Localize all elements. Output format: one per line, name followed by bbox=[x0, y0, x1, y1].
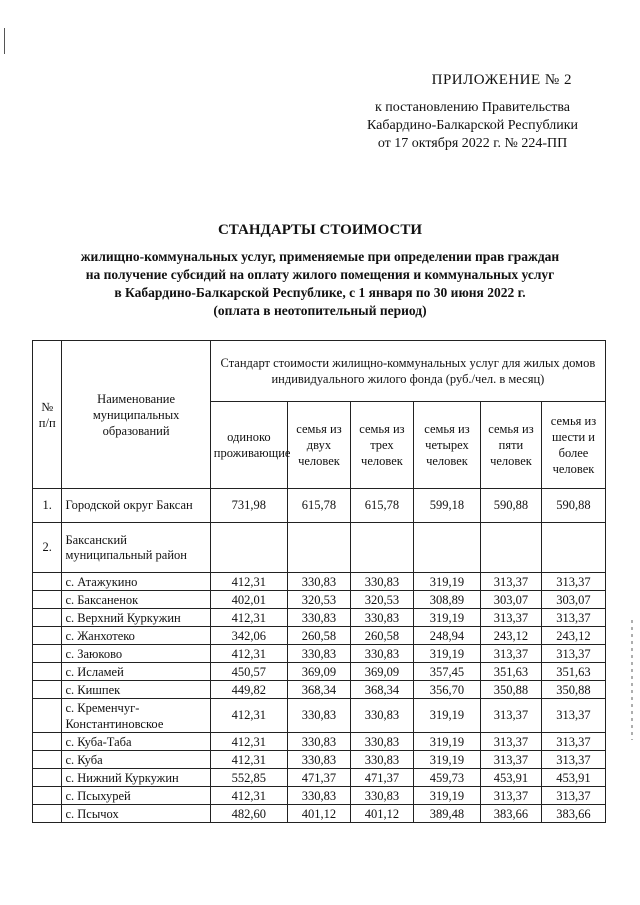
row-value: 459,73 bbox=[413, 769, 480, 787]
row-value bbox=[287, 523, 350, 573]
header-col-3: семья из трех человек bbox=[350, 402, 413, 489]
row-value: 313,37 bbox=[541, 645, 605, 663]
row-value: 313,37 bbox=[480, 699, 541, 733]
appendix-block bbox=[367, 72, 578, 153]
row-value: 615,78 bbox=[350, 489, 413, 523]
row-value: 369,09 bbox=[287, 663, 350, 681]
appendix-title: ПРИЛОЖЕНИЕ № 2 bbox=[431, 72, 572, 88]
row-value: 389,48 bbox=[413, 805, 480, 823]
appendix-line: Кабардино-Балкарской Республики bbox=[367, 118, 578, 133]
row-value: 412,31 bbox=[210, 733, 287, 751]
row-value: 313,37 bbox=[480, 573, 541, 591]
row-value: 590,88 bbox=[541, 489, 605, 523]
row-value: 319,19 bbox=[413, 645, 480, 663]
row-value: 313,37 bbox=[480, 751, 541, 769]
row-value: 356,70 bbox=[413, 681, 480, 699]
subtitle-line: в Кабардино-Балкарской Республике, с 1 января по 30 июня 2022 г. bbox=[114, 285, 526, 300]
row-value: 412,31 bbox=[210, 645, 287, 663]
row-value: 330,83 bbox=[350, 787, 413, 805]
row-num bbox=[33, 769, 62, 787]
header-col-1: одиноко проживающие bbox=[210, 402, 287, 489]
row-value: 313,37 bbox=[541, 733, 605, 751]
row-value bbox=[480, 523, 541, 573]
table-row bbox=[33, 733, 606, 751]
row-num bbox=[33, 663, 62, 681]
table-row bbox=[33, 805, 606, 823]
row-value bbox=[210, 523, 287, 573]
row-value: 453,91 bbox=[541, 769, 605, 787]
row-value: 330,83 bbox=[287, 751, 350, 769]
subtitle-line: на получение субсидий на оплату жилого помещения и коммунальных услуг bbox=[85, 267, 555, 282]
row-name: с. Жанхотеко bbox=[62, 627, 210, 645]
appendix-line: от 17 октября 2022 г. № 224-ПП bbox=[377, 136, 568, 151]
row-value: 412,31 bbox=[210, 787, 287, 805]
row-value: 313,37 bbox=[541, 609, 605, 627]
row-name: Городской округ Баксан bbox=[62, 489, 210, 523]
row-value: 482,60 bbox=[210, 805, 287, 823]
row-value: 350,88 bbox=[480, 681, 541, 699]
row-value: 383,66 bbox=[541, 805, 605, 823]
row-name: с. Верхний Куркужин bbox=[62, 609, 210, 627]
row-num bbox=[33, 627, 62, 645]
row-value: 319,19 bbox=[413, 699, 480, 733]
row-value: 319,19 bbox=[413, 787, 480, 805]
row-value: 313,37 bbox=[541, 573, 605, 591]
row-value: 552,85 bbox=[210, 769, 287, 787]
appendix-line: к постановлению Правительства bbox=[374, 100, 571, 115]
row-value: 357,45 bbox=[413, 663, 480, 681]
row-value: 330,83 bbox=[350, 699, 413, 733]
row-value: 330,83 bbox=[287, 699, 350, 733]
row-value: 319,19 bbox=[413, 609, 480, 627]
header-col-5: семья из пяти человек bbox=[480, 402, 541, 489]
document-title: СТАНДАРТЫ СТОИМОСТИ bbox=[217, 222, 423, 238]
row-value: 402,01 bbox=[210, 591, 287, 609]
table-row bbox=[33, 645, 606, 663]
row-value bbox=[413, 523, 480, 573]
table-row bbox=[33, 591, 606, 609]
header-col-4: семья из четырех человек bbox=[413, 402, 480, 489]
row-value: 330,83 bbox=[287, 573, 350, 591]
row-value: 412,31 bbox=[210, 609, 287, 627]
row-num bbox=[33, 645, 62, 663]
row-value: 320,53 bbox=[350, 591, 413, 609]
table-row bbox=[33, 609, 606, 627]
row-value: 330,83 bbox=[287, 609, 350, 627]
header-num: № п/п bbox=[33, 341, 62, 489]
row-num bbox=[33, 591, 62, 609]
row-value: 319,19 bbox=[413, 573, 480, 591]
row-value: 330,83 bbox=[287, 733, 350, 751]
row-value: 248,94 bbox=[413, 627, 480, 645]
table-body bbox=[33, 489, 606, 823]
table-row bbox=[33, 627, 606, 645]
table-row bbox=[33, 787, 606, 805]
table-row bbox=[33, 681, 606, 699]
header-col-2: семья из двух человек bbox=[287, 402, 350, 489]
row-value: 350,88 bbox=[541, 681, 605, 699]
row-value: 412,31 bbox=[210, 751, 287, 769]
header-name: Наименование муниципальных образований bbox=[62, 341, 210, 489]
row-value: 313,37 bbox=[480, 733, 541, 751]
row-value: 615,78 bbox=[287, 489, 350, 523]
row-name: с. Баксаненок bbox=[62, 591, 210, 609]
row-name: с. Куба-Таба bbox=[62, 733, 210, 751]
row-value: 330,83 bbox=[287, 787, 350, 805]
row-name: с. Псычох bbox=[62, 805, 210, 823]
row-value: 303,07 bbox=[480, 591, 541, 609]
subtitle-line: (оплата в неотопительный период) bbox=[213, 303, 427, 318]
row-value: 351,63 bbox=[480, 663, 541, 681]
row-name: с. Нижний Куркужин bbox=[62, 769, 210, 787]
row-num bbox=[33, 681, 62, 699]
row-num bbox=[33, 787, 62, 805]
row-value: 330,83 bbox=[350, 733, 413, 751]
table-row bbox=[33, 663, 606, 681]
row-name: с. Заюково bbox=[62, 645, 210, 663]
row-value: 313,37 bbox=[480, 609, 541, 627]
row-value: 319,19 bbox=[413, 751, 480, 769]
row-name: с. Куба bbox=[62, 751, 210, 769]
row-value: 260,58 bbox=[287, 627, 350, 645]
row-num: 1. bbox=[33, 489, 62, 523]
header-group: Стандарт стоимости жилищно-коммунальных услуг для жилых домов индивидуального жилого фонда (руб./чел. в месяц) bbox=[210, 341, 605, 402]
row-value: 313,37 bbox=[541, 787, 605, 805]
row-num bbox=[33, 733, 62, 751]
row-value: 313,37 bbox=[480, 787, 541, 805]
row-value: 319,19 bbox=[413, 733, 480, 751]
document-subtitle bbox=[30, 248, 610, 320]
row-value: 303,07 bbox=[541, 591, 605, 609]
table-row bbox=[33, 699, 606, 733]
header-col-6: семья из шести и более человек bbox=[541, 402, 605, 489]
row-value: 243,12 bbox=[541, 627, 605, 645]
row-value: 383,66 bbox=[480, 805, 541, 823]
row-num: 2. bbox=[33, 523, 62, 573]
row-value: 450,57 bbox=[210, 663, 287, 681]
table-row bbox=[33, 489, 606, 523]
subtitle-line: жилищно-коммунальных услуг, применяемые при определении прав граждан bbox=[80, 249, 560, 264]
row-value: 330,83 bbox=[350, 645, 413, 663]
row-value: 453,91 bbox=[480, 769, 541, 787]
standards-table bbox=[32, 340, 606, 823]
row-value: 471,37 bbox=[287, 769, 350, 787]
row-value: 369,09 bbox=[350, 663, 413, 681]
row-value: 243,12 bbox=[480, 627, 541, 645]
row-value: 330,83 bbox=[350, 751, 413, 769]
row-value bbox=[350, 523, 413, 573]
scan-artifact-left bbox=[4, 28, 5, 54]
row-value: 260,58 bbox=[350, 627, 413, 645]
row-value: 368,34 bbox=[287, 681, 350, 699]
table-row bbox=[33, 523, 606, 573]
row-value: 308,89 bbox=[413, 591, 480, 609]
row-value: 320,53 bbox=[287, 591, 350, 609]
row-value: 313,37 bbox=[480, 645, 541, 663]
row-name: с. Кременчуг-Константиновское bbox=[62, 699, 210, 733]
row-name: с. Псыхурей bbox=[62, 787, 210, 805]
row-value: 471,37 bbox=[350, 769, 413, 787]
row-value: 313,37 bbox=[541, 699, 605, 733]
row-value: 401,12 bbox=[287, 805, 350, 823]
row-name: с. Кишпек bbox=[62, 681, 210, 699]
row-num bbox=[33, 573, 62, 591]
row-value: 330,83 bbox=[350, 573, 413, 591]
row-num bbox=[33, 751, 62, 769]
row-value: 342,06 bbox=[210, 627, 287, 645]
row-value: 401,12 bbox=[350, 805, 413, 823]
row-name: с. Исламей bbox=[62, 663, 210, 681]
row-value: 351,63 bbox=[541, 663, 605, 681]
row-name: Баксанский муниципальный район bbox=[62, 523, 210, 573]
row-value: 412,31 bbox=[210, 699, 287, 733]
scan-artifact-right bbox=[631, 620, 633, 740]
row-value: 599,18 bbox=[413, 489, 480, 523]
row-value: 731,98 bbox=[210, 489, 287, 523]
row-num bbox=[33, 805, 62, 823]
row-value: 368,34 bbox=[350, 681, 413, 699]
table-row bbox=[33, 751, 606, 769]
row-value: 313,37 bbox=[541, 751, 605, 769]
row-value: 590,88 bbox=[480, 489, 541, 523]
table-row bbox=[33, 573, 606, 591]
row-num bbox=[33, 699, 62, 733]
row-value: 412,31 bbox=[210, 573, 287, 591]
table-row bbox=[33, 769, 606, 787]
row-num bbox=[33, 609, 62, 627]
row-value: 330,83 bbox=[350, 609, 413, 627]
row-name: с. Атажукино bbox=[62, 573, 210, 591]
row-value: 330,83 bbox=[287, 645, 350, 663]
row-value: 449,82 bbox=[210, 681, 287, 699]
row-value bbox=[541, 523, 605, 573]
